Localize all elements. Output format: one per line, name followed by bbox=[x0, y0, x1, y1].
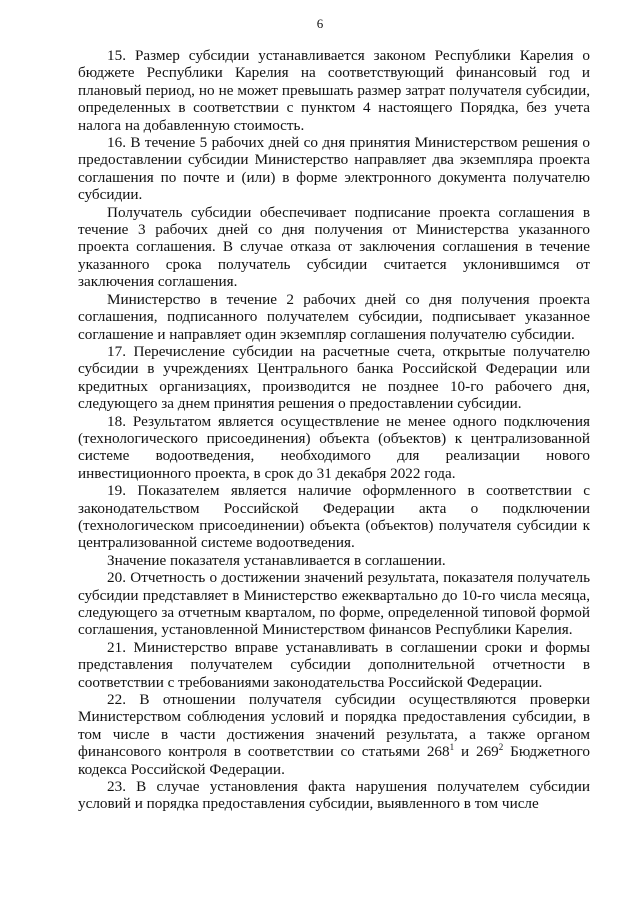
paragraph-21: 21. Министерство вправе устанавливать в соглашении сроки и формы представления получателем субсидии дополнительной отчетности в соответствии с требованиями законодательства Российской Федерации. bbox=[78, 638, 590, 691]
paragraph-18: 18. Результатом является осуществление не менее одного подключения (технологического присоединения) объекта (объектов) к централизованной системе водоотведения, необходимого для реализации нового инвестиционного проекта, в срок до 31 декабря 2022 года. bbox=[78, 412, 590, 482]
paragraph-16: 16. В течение 5 рабочих дней со дня принятия Министерством решения о предоставлении субсидии Министерство направляет два экземпляра проекта соглашения по почте и (или) в форме электронного документа получателю субсидии. bbox=[78, 134, 590, 204]
document-body bbox=[78, 47, 590, 813]
paragraph-16-signing: Получатель субсидии обеспечивает подписание проекта соглашения в течение 3 рабочих дней со дня получения от Министерства указанного проекта соглашения. В случае отказа от заключения соглашения в течение указанного срока получатель субсидии считается уклонившимся от заключения соглашения. bbox=[78, 203, 590, 291]
paragraph-22-text-start: 22. В отношении получателя субсидии осуществляются проверки Министерством соблюдения условий и порядка предоставления субсидии, в том числе в части достижения значений результата, а также органом финансового контроля в соответствии со статьями 268 bbox=[78, 691, 590, 761]
paragraph-19: 19. Показателем является наличие оформленного в соответствии с законодательством Российской Федерации акта о подключении (технологическом присоединении) объекта (объектов) получателя субсидии к централизованной системе водоотведения. bbox=[78, 482, 590, 552]
paragraph-22-text-middle: и 269 bbox=[454, 743, 499, 761]
paragraph-23: 23. В случае установления факта нарушения получателем субсидии условий и порядка предоставления субсидии, выявленного в том числе bbox=[78, 778, 590, 813]
paragraph-22 bbox=[78, 691, 590, 778]
page-number: 6 bbox=[316, 16, 324, 31]
superscript-2: 2 bbox=[498, 742, 504, 753]
paragraph-17: 17. Перечисление субсидии на расчетные счета, открытые получателю субсидии в учреждениях Центрального банка Российской Федерации или кредитных организациях, производится не позднее 10-го рабочего дня, следующего за днем принятия решения о предоставлении субсидии. bbox=[78, 342, 590, 413]
paragraph-16-ministry: Министерство в течение 2 рабочих дней со дня получения проекта соглашения, подписанного получателем субсидии, подписывает указанное соглашение и направляет один экземпляр соглашения получателю субсидии. bbox=[78, 290, 590, 343]
paragraph-22-text-end: Бюджетного кодекса Российской Федерации. bbox=[78, 743, 590, 778]
paragraph-20: 20. Отчетность о достижении значений результата, показателя получатель субсидии представляет в Министерство ежеквартально до 10-го числа месяца, следующего за отчетным кварталом, по форме, определенной типовой формой соглашения, установленной Министерством финансов Республики Карелия. bbox=[78, 569, 590, 639]
paragraph-19-value: Значение показателя устанавливается в соглашении. bbox=[107, 551, 446, 569]
superscript-1: 1 bbox=[449, 742, 455, 753]
paragraph-15: 15. Размер субсидии устанавливается законом Республики Карелия о бюджете Республики Карелия на соответствующий финансовый год и плановый период, но не может превышать размер затрат получателя субсидии, определенных в соответствии с пунктом 4 настоящего Порядка, без учета налога на добавленную стоимость. bbox=[78, 47, 590, 134]
